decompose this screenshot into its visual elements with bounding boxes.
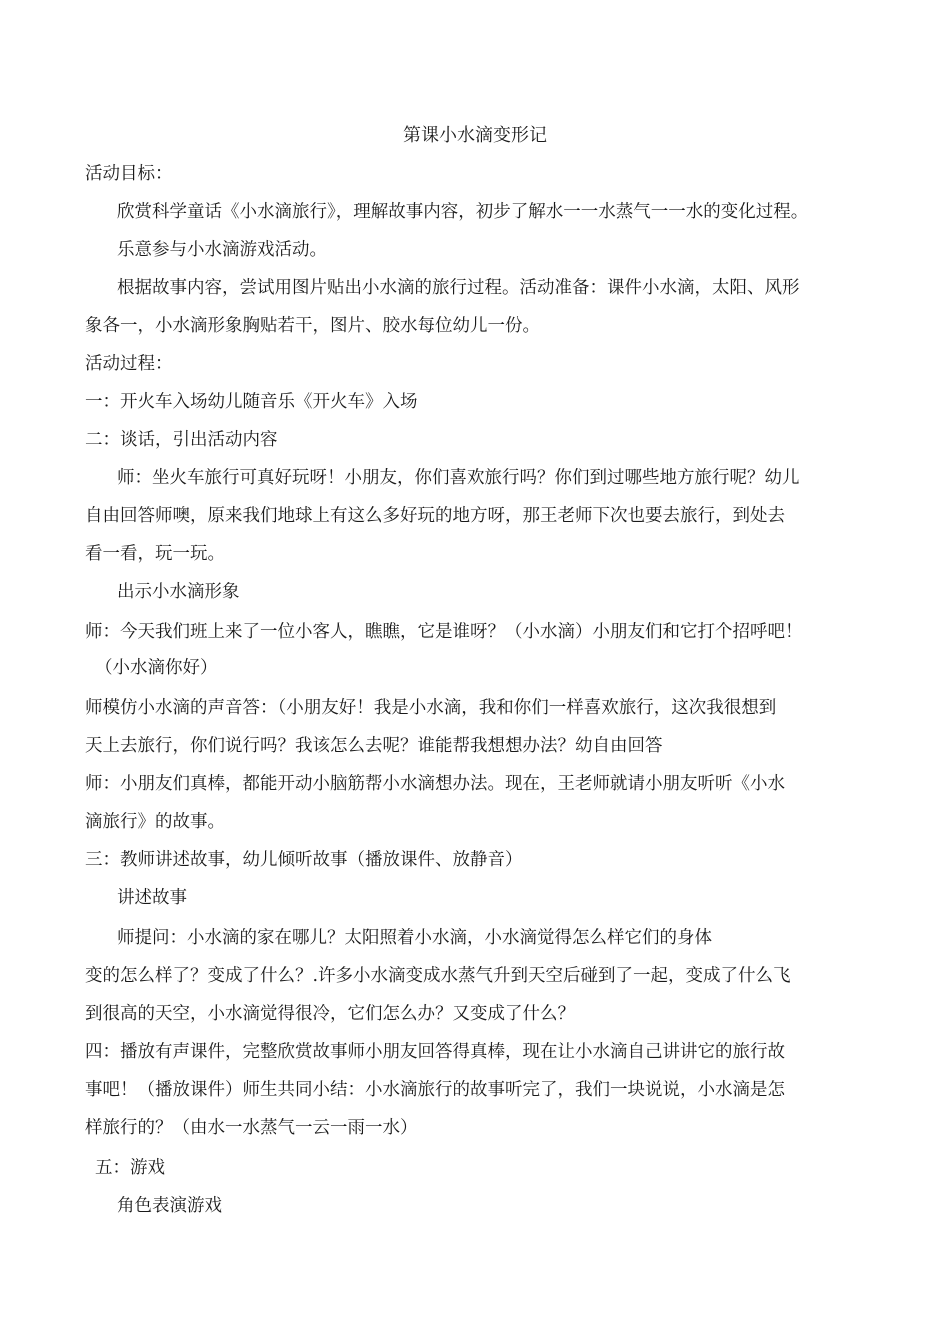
paragraph-line: 样旅行的？（由水一水蒸气一云一雨一水）: [85, 1118, 418, 1138]
paragraph-line: 师：小朋友们真棒，都能开动小脑筋帮小水滴想办法。现在，王老师就请小朋友听听《小水: [85, 774, 785, 794]
section-heading-process: 活动过程：: [85, 354, 173, 374]
step-heading-5: 五：游戏: [95, 1158, 165, 1178]
paragraph-line: 欣赏科学童话《小水滴旅行》，理解故事内容，初步了解水一一水蒸气一一水的变化过程。: [117, 202, 809, 222]
paragraph-line: 师提问：小水滴的家在哪儿？太阳照着小水滴，小水滴觉得怎么样它们的身体: [117, 928, 712, 948]
paragraph-line: 师模仿小水滴的声音答：（小朋友好！我是小水滴，我和你们一样喜欢旅行，这次我很想到: [85, 698, 777, 718]
paragraph-line: 看一看，玩一玩。: [85, 544, 225, 564]
paragraph-line: 象各一，小水滴形象胸贴若干，图片、胶水每位幼儿一份。: [85, 316, 540, 336]
paragraph-line: 乐意参与小水滴游戏活动。: [117, 240, 327, 260]
paragraph-line: 到很高的天空，小水滴觉得很冷，它们怎么办？又变成了什么？: [85, 1004, 575, 1024]
paragraph-line: 事吧！（播放课件）师生共同小结：小水滴旅行的故事听完了，我们一块说说，小水滴是怎: [85, 1080, 785, 1100]
step-heading-1: 一：开火车入场幼儿随音乐《开火车》入场: [85, 392, 418, 412]
paragraph-line: （小水滴你好）: [95, 658, 218, 678]
paragraph-line: 讲述故事: [117, 888, 187, 908]
document-title: 第课小水滴变形记: [403, 125, 547, 146]
paragraph-line: 角色表演游戏: [117, 1196, 222, 1216]
paragraph-line: 出示小水滴形象: [117, 582, 240, 602]
paragraph-line: 师：坐火车旅行可真好玩呀！小朋友，你们喜欢旅行吗？你们到过哪些地方旅行呢？幼儿: [117, 468, 800, 488]
paragraph-line: 天上去旅行，你们说行吗？我该怎么去呢？谁能帮我想想办法？幼自由回答: [85, 736, 663, 756]
step-heading-4: 四：播放有声课件，完整欣赏故事师小朋友回答得真棒，现在让小水滴自己讲讲它的旅行故: [85, 1042, 785, 1062]
paragraph-line: 自由回答师噢，原来我们地球上有这么多好玩的地方呀，那王老师下次也要去旅行，到处去: [85, 506, 785, 526]
paragraph-line: 滴旅行》的故事。: [85, 812, 225, 832]
paragraph-line: 师：今天我们班上来了一位小客人，瞧瞧，它是谁呀？（小水滴）小朋友们和它打个招呼吧！: [85, 622, 803, 642]
paragraph-line: 变的怎么样了？变成了什么？.许多小水滴变成水蒸气升到天空后碰到了一起，变成了什么飞: [85, 966, 791, 986]
paragraph-line: 根据故事内容，尝试用图片贴出小水滴的旅行过程。活动准备：课件小水滴，太阳、风形: [117, 278, 800, 298]
step-heading-2: 二：谈话，引出活动内容: [85, 430, 278, 450]
step-heading-3: 三：教师讲述故事，幼儿倾听故事（播放课件、放静音）: [85, 850, 523, 870]
section-heading-goals: 活动目标：: [85, 164, 173, 184]
